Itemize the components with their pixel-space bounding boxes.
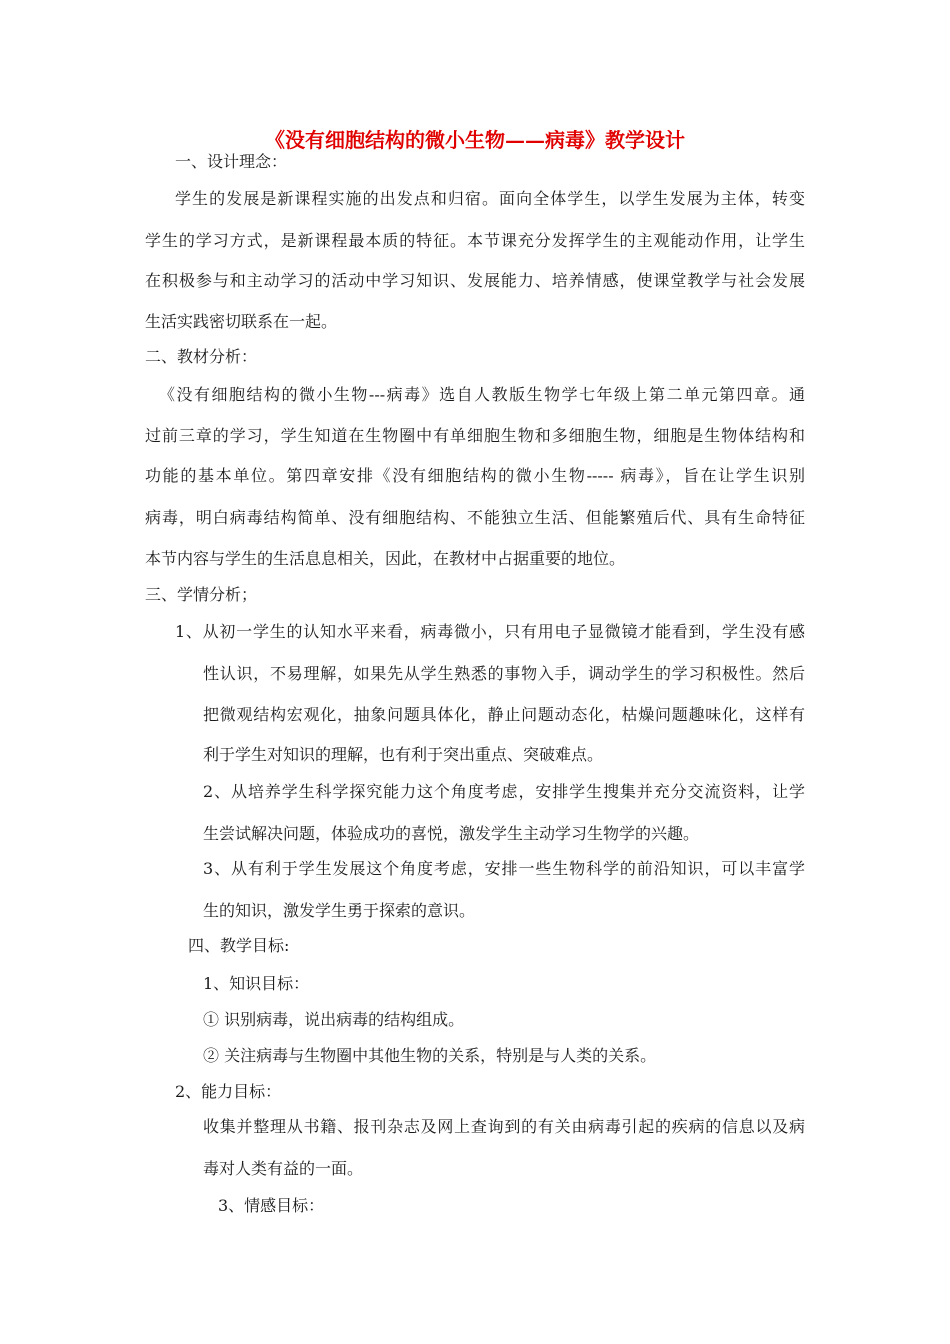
list-item-line: ② 关注病毒与生物圈中其他生物的关系，特别是与人类的关系。: [203, 1046, 657, 1065]
paragraph-line: 过前三章的学习，学生知道在生物圈中有单细胞生物和多细胞生物，细胞是生物体结构和: [145, 426, 805, 445]
paragraph-line: 《没有细胞结构的微小生物---病毒》选自人教版生物学七年级上第二单元第四章。通: [159, 385, 805, 404]
paragraph-line: 学生的发展是新课程实施的出发点和归宿。面向全体学生，以学生发展为主体，转变: [175, 189, 805, 208]
subheading-ability-objectives: 2、能力目标：: [175, 1082, 282, 1101]
list-item-line: 利于学生对知识的理解，也有利于突出重点、突破难点。: [203, 745, 604, 764]
list-item-line: 性认识，不易理解，如果先从学生熟悉的事物入手，调动学生的学习积极性。然后: [203, 664, 805, 683]
paragraph-line: 病毒，明白病毒结构简单、没有细胞结构、不能独立生活、但能繁殖后代、具有生命特征: [145, 508, 805, 527]
paragraph-line: 在积极参与和主动学习的活动中学习知识、发展能力、培养情感，使课堂教学与社会发展: [145, 271, 805, 290]
subheading-knowledge-objectives: 1、知识目标：: [203, 974, 310, 993]
section-heading-design-concept: 一、设计理念：: [175, 152, 288, 171]
document-title: 《没有细胞结构的微小生物——病毒》教学设计: [265, 128, 685, 152]
paragraph-line: 收集并整理从书籍、报刊杂志及网上查询到的有关由病毒引起的疾病的信息以及病: [203, 1117, 805, 1136]
paragraph-line: 本节内容与学生的生活息息相关，因此，在教材中占据重要的地位。: [145, 549, 626, 568]
list-item-line: ① 识别病毒，说出病毒的结构组成。: [203, 1010, 465, 1029]
list-item-line: 生尝试解决问题，体验成功的喜悦，激发学生主动学习生物学的兴趣。: [203, 824, 700, 843]
paragraph-line: 毒对人类有益的一面。: [203, 1159, 364, 1178]
list-item-line: 2、从培养学生科学探究能力这个角度考虑，安排学生搜集并充分交流资料，让学: [203, 782, 805, 801]
paragraph-line: 生活实践密切联系在一起。: [145, 312, 338, 331]
subheading-emotion-objectives: 3、情感目标：: [218, 1196, 325, 1215]
section-heading-textbook-analysis: 二、教材分析：: [145, 347, 258, 366]
list-item-line: 把微观结构宏观化，抽象问题具体化，静止问题动态化，枯燥问题趣味化，这样有: [203, 705, 805, 724]
section-heading-student-analysis: 三、学情分析；: [145, 585, 258, 604]
list-item-line: 3、从有利于学生发展这个角度考虑，安排一些生物科学的前沿知识，可以丰富学: [203, 859, 805, 878]
list-item-line: 1、从初一学生的认知水平来看，病毒微小，只有用电子显微镜才能看到，学生没有感: [175, 622, 805, 641]
list-item-line: 生的知识，激发学生勇于探索的意识。: [203, 901, 476, 920]
paragraph-line: 功能的基本单位。第四章安排《没有细胞结构的微小生物----- 病毒》，旨在让学生识别: [145, 466, 805, 485]
section-heading-teaching-objectives: 四、教学目标:: [188, 936, 290, 955]
paragraph-line: 学生的学习方式，是新课程最本质的特征。本节课充分发挥学生的主观能动作用，让学生: [145, 231, 805, 250]
